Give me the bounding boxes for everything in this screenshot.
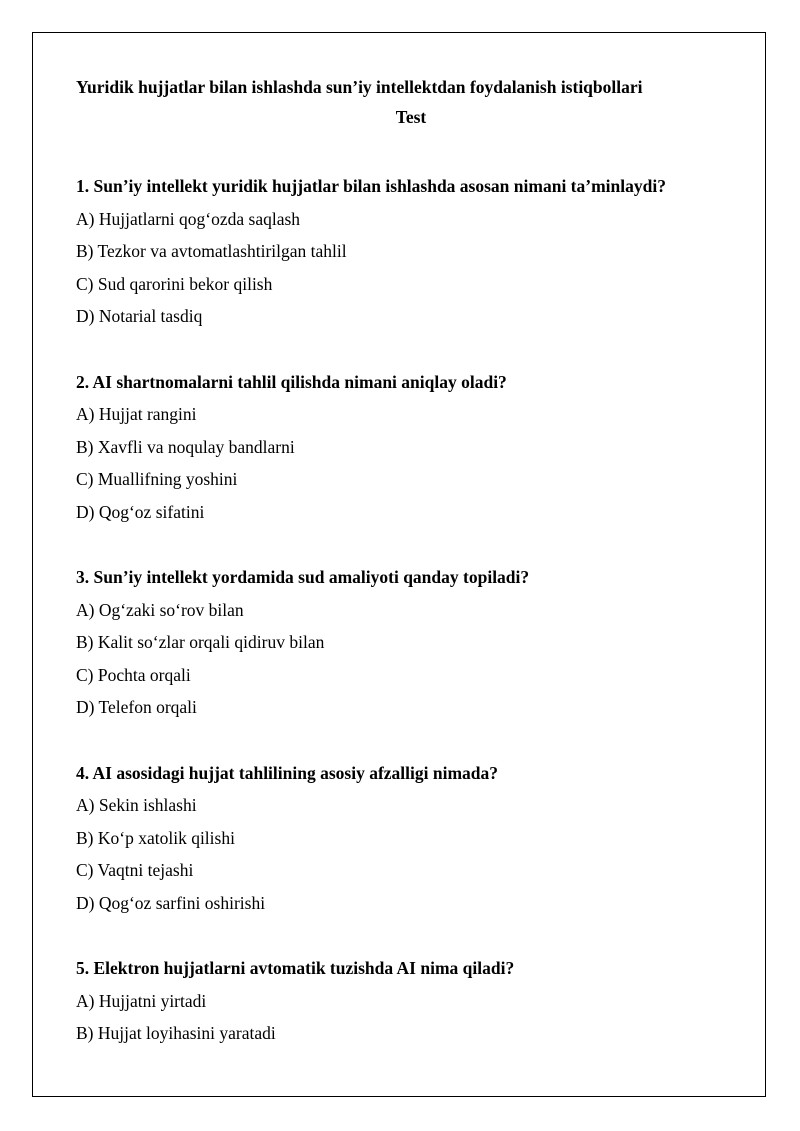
document-title: Yuridik hujjatlar bilan ishlashda sun’iy intellektdan foydalanish istiqbollari [76, 77, 643, 97]
answer-option: C) Sud qarorini bekor qilish [76, 273, 273, 294]
question-block [76, 366, 736, 529]
question-list [76, 170, 736, 1050]
answer-option: D) Qog‘oz sifatini [76, 501, 205, 522]
question-text: 2. AI shartnomalarni tahlil qilishda nimani aniqlay oladi? [76, 371, 507, 392]
question-block [76, 170, 736, 333]
question-text: 4. AI asosidagi hujjat tahlilining asosiy afzalligi nimada? [76, 762, 499, 783]
answer-option: C) Muallifning yoshini [76, 469, 238, 489]
spacer [76, 133, 736, 170]
answer-option: B) Hujjat loyihasini yaratadi [76, 1023, 276, 1043]
answer-option: B) Tezkor va avtomatlashtirilgan tahlil [76, 241, 347, 261]
question-text: 5. Elektron hujjatlarni avtomatik tuzishda AI nima qiladi? [76, 958, 515, 978]
document-subtitle: Test [395, 107, 427, 127]
answer-option: D) Telefon orqali [76, 697, 197, 717]
answer-option: B) Kalit so‘zlar orqali qidiruv bilan [76, 632, 325, 652]
answer-option: D) Qog‘oz sarfini oshirishi [76, 892, 266, 913]
answer-option: B) Xavfli va noqulay bandlarni [76, 436, 295, 457]
answer-option: A) Hujjatlarni qog‘ozda saqlash [76, 208, 301, 229]
answer-option: A) Hujjatni yirtadi [76, 990, 207, 1011]
document-body [76, 73, 736, 1083]
question-text: 1. Sun’iy intellekt yuridik hujjatlar bilan ishlashda asosan nimani ta’minlaydi? [76, 176, 666, 196]
question-block [76, 952, 736, 1050]
answer-option: B) Ko‘p xatolik qilishi [76, 827, 235, 848]
answer-option: A) Hujjat rangini [76, 404, 197, 424]
question-block [76, 757, 736, 920]
answer-option: C) Vaqtni tejashi [76, 860, 194, 880]
answer-option: D) Notarial tasdiq [76, 306, 203, 326]
answer-option: A) Og‘zaki so‘rov bilan [76, 599, 244, 620]
answer-option: C) Pochta orqali [76, 664, 191, 685]
answer-option: A) Sekin ishlashi [76, 795, 197, 815]
question-text: 3. Sun’iy intellekt yordamida sud amaliyoti qanday topiladi? [76, 567, 530, 587]
question-block [76, 561, 736, 724]
